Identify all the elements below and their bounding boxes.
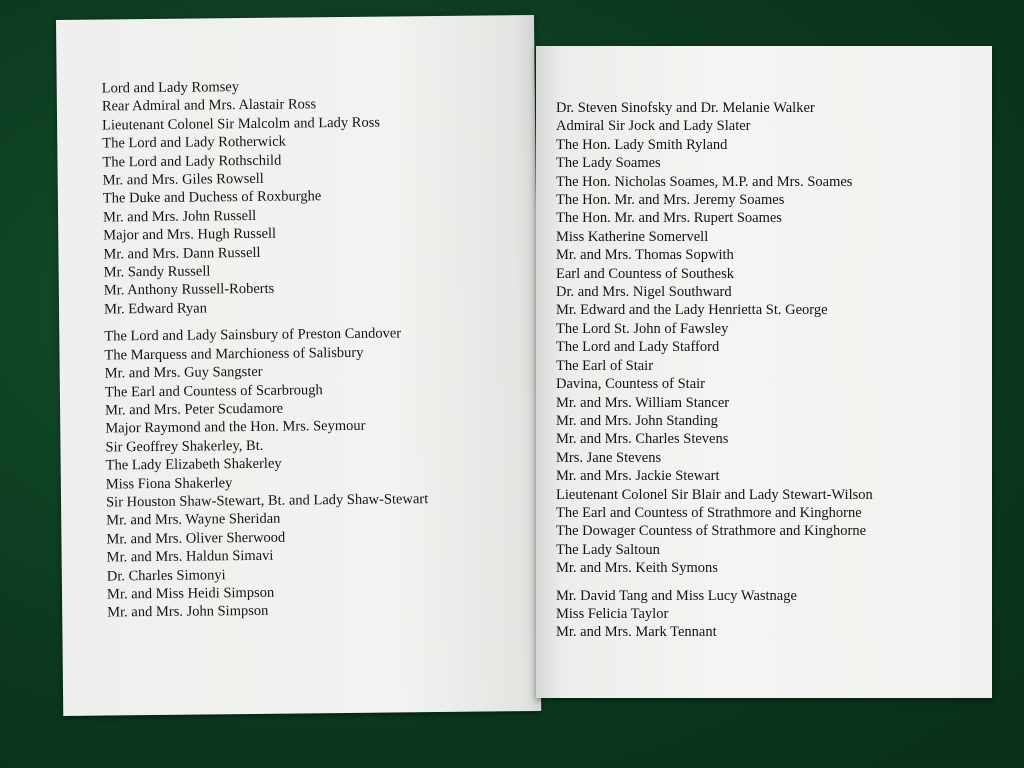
left-page: [56, 15, 541, 716]
guest-name: Miss Katherine Somervell: [556, 228, 709, 245]
guest-name: Mr. and Mrs. Giles Rowsell: [102, 170, 264, 189]
guest-name: Davina, Countess of Stair: [556, 376, 706, 393]
guest-name: Miss Fiona Shakerley: [105, 474, 233, 493]
guest-name: Mr. and Mrs. Jackie Stewart: [556, 468, 720, 485]
guest-name: Sir Houston Shaw-Stewart, Bt. and Lady Shaw-Stewart: [105, 491, 429, 511]
guest-name: Mr. and Mrs. Wayne Sheridan: [106, 511, 281, 529]
guest-name: Lord and Lady Romsey: [101, 79, 240, 97]
guest-name: The Hon. Mr. and Mrs. Jeremy Soames: [556, 192, 785, 209]
guest-name: Major Raymond and the Hon. Mrs. Seymour: [105, 418, 366, 437]
guest-name: The Hon. Lady Smith Ryland: [556, 136, 728, 153]
guest-name: Mr. and Mrs. Peter Scudamore: [105, 400, 284, 419]
guest-name: Sir Geoffrey Shakerley, Bt.: [105, 437, 264, 456]
guest-name: The Lord and Lady Rothschild: [102, 152, 282, 171]
guest-name: Mr. and Mrs. Guy Sangster: [104, 363, 263, 382]
guest-name: Major and Mrs. Hugh Russell: [103, 225, 277, 244]
guest-name: Mr. and Mrs. Keith Symons: [556, 560, 718, 577]
guest-name: Lieutenant Colonel Sir Blair and Lady Stewart-Wilson: [556, 486, 873, 503]
guest-name: Miss Felicia Taylor: [556, 605, 669, 622]
guest-name: Mr. Anthony Russell-Roberts: [103, 281, 275, 299]
guest-name: Mrs. Jane Stevens: [556, 449, 662, 466]
guest-name: Mr. and Mrs. Haldun Simavi: [106, 547, 274, 566]
guest-name: The Lord and Lady Rotherwick: [102, 133, 286, 152]
guest-name: The Duke and Duchess of Roxburghe: [102, 188, 322, 207]
guest-name: Mr. Edward and the Lady Henrietta St. George: [556, 302, 828, 319]
guest-name: The Lady Saltoun: [556, 541, 660, 558]
guest-name: Mr. and Mrs. William Stancer: [556, 394, 730, 411]
section-gap: [556, 578, 873, 587]
guest-name: The Hon. Nicholas Soames, M.P. and Mrs. Soames: [556, 173, 853, 190]
guest-name: The Marquess and Marchioness of Salisbury: [104, 344, 364, 364]
guest-name: The Lord St. John of Fawsley: [556, 320, 729, 337]
guest-name: Earl and Countess of Southesk: [556, 265, 735, 282]
guest-name: Mr. and Miss Heidi Simpson: [106, 584, 275, 603]
right-guest-list: [556, 99, 873, 642]
guest-name: Lieutenant Colonel Sir Malcolm and Lady Ross: [102, 114, 381, 134]
guest-name: The Lord and Lady Sainsbury of Preston Candover: [104, 325, 402, 345]
right-page: [536, 46, 992, 698]
guest-name: The Dowager Countess of Strathmore and Kinghorne: [556, 523, 867, 540]
guest-name: Mr. and Mrs. John Russell: [102, 207, 257, 226]
guest-name: The Lady Soames: [556, 155, 661, 172]
left-guest-list: [102, 76, 430, 622]
guest-name: Mr. and Mrs. Dann Russell: [103, 244, 261, 263]
guest-name: The Earl of Stair: [556, 357, 654, 374]
guest-name: The Hon. Mr. and Mrs. Rupert Soames: [556, 210, 782, 227]
guest-name: The Lady Elizabeth Shakerley: [105, 455, 282, 474]
guest-name: Mr. and Mrs. Charles Stevens: [556, 431, 729, 448]
guest-name: The Lord and Lady Stafford: [556, 339, 720, 356]
guest-name: Mr. Sandy Russell: [103, 263, 211, 281]
guest-name: Dr. Steven Sinofsky and Dr. Melanie Walker: [556, 100, 815, 116]
guest-name: The Earl and Countess of Strathmore and Kinghorne: [556, 504, 862, 521]
guest-name: Mr. and Mrs. John Standing: [556, 412, 718, 429]
guest-name: Mr. Edward Ryan: [103, 300, 208, 318]
guest-name: Dr. Charles Simonyi: [106, 566, 226, 585]
guest-name: Mr. and Mrs. Oliver Sherwood: [106, 529, 286, 548]
guest-name: Mr. and Mrs. Thomas Sopwith: [556, 247, 734, 264]
guest-name: Mr. and Mrs. Mark Tennant: [556, 624, 717, 641]
guest-name: Admiral Sir Jock and Lady Slater: [556, 118, 751, 135]
guest-name: Mr. and Mrs. John Simpson: [107, 603, 269, 621]
guest-name: Mr. David Tang and Miss Lucy Wastnage: [556, 587, 797, 604]
guest-name: The Earl and Countess of Scarbrough: [104, 381, 323, 401]
guest-name: Dr. and Mrs. Nigel Southward: [556, 284, 732, 301]
guest-name: Rear Admiral and Mrs. Alastair Ross: [101, 96, 317, 115]
